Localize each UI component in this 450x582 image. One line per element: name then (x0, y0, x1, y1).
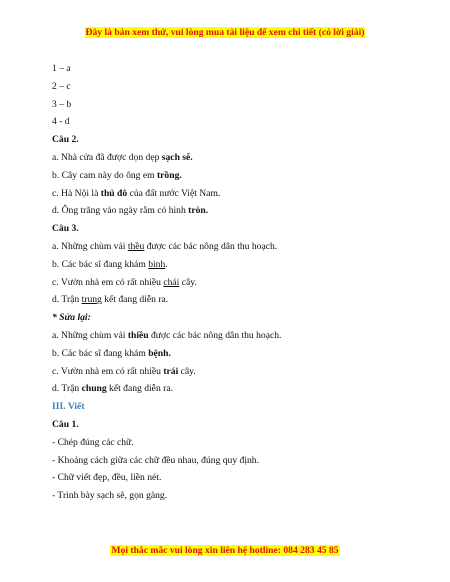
writing-criteria-item: - Chữ viết đẹp, đều, liền nét. (52, 472, 162, 484)
question-3-item-d (52, 293, 410, 311)
item-text: d. Trận (52, 294, 82, 306)
correction-item-c (52, 365, 410, 383)
answer-word: sạch sẽ. (161, 151, 193, 163)
item-text: c. Vườn nhà em có rất nhiều (52, 365, 164, 377)
writing-criteria-item: - Chép đúng các chữ. (52, 436, 134, 448)
question-3-item-c (52, 276, 410, 294)
question-2-item-c (52, 187, 410, 205)
question-3-item-a (52, 240, 410, 258)
writing-criteria-item: - Trình bày sạch sẽ, gọn gàng. (52, 490, 168, 502)
item-text: c. Vườn nhà em có rất nhiều (52, 276, 164, 288)
answer-line: 4 - d (52, 116, 70, 128)
item-text: . (165, 258, 168, 270)
corrected-word: trái (163, 365, 179, 377)
error-word: trung (81, 294, 102, 306)
question-2-item-b (52, 169, 410, 187)
answer-word: thủ đô (100, 187, 128, 199)
correction-heading: * Sửa lại: (52, 312, 91, 324)
preview-notice-text: Đây là bản xem thử, vui lòng mua tài liệu để xem chi tiết (có lời giải) (85, 27, 365, 38)
correction-item-b (52, 347, 410, 365)
corrected-word: thiều (127, 329, 149, 341)
item-text: được các bác nông dân thu hoạch. (148, 329, 282, 341)
item-text: b. Các bác sĩ đang khám (52, 258, 149, 270)
hotline-banner (0, 545, 450, 557)
item-text: được các bác nông dân thu hoạch. (144, 240, 278, 252)
answer-word: trồng. (156, 169, 182, 181)
item-text: b. Các bác sĩ đang khám (52, 347, 149, 359)
item-text: a. Những chùm vải (52, 240, 128, 252)
question-2-item-d (52, 204, 410, 222)
question-2-heading: Câu 2. (52, 134, 79, 146)
error-word: binh (148, 258, 166, 270)
answer-line: 3 – b (52, 98, 72, 110)
corrected-word: bệnh. (148, 347, 171, 359)
item-text: của đất nước Việt Nam. (127, 187, 221, 199)
item-text: cây. (179, 276, 197, 288)
document-body (52, 62, 410, 507)
preview-notice-banner (0, 27, 450, 39)
error-word: chái (163, 276, 180, 288)
question-3-heading: Câu 3. (52, 223, 79, 235)
answer-line: 2 – c (52, 80, 71, 92)
hotline-text: Mọi thắc mắc vui lòng xin liên hệ hotline: 084 283 45 85 (111, 545, 339, 556)
answer-line: 1 – a (52, 63, 71, 74)
section-heading-viet: III. Viết (52, 401, 85, 413)
writing-question-1-heading: Câu 1. (52, 418, 79, 430)
item-text: d. Trận (52, 383, 82, 395)
item-text: kết đang diễn ra. (101, 294, 169, 306)
writing-criteria-item: - Khoảng cách giữa các chữ đều nhau, đúng quy định. (52, 454, 260, 466)
item-text: a. Những chùm vải (52, 329, 128, 341)
question-3-item-b (52, 258, 410, 276)
item-text: a. Nhà cửa đã được dọn dẹp (52, 151, 162, 163)
corrected-word: chung (81, 383, 107, 395)
correction-item-a (52, 329, 410, 347)
item-text: c. Hà Nội là (52, 187, 101, 199)
error-word: thều (127, 240, 145, 252)
item-text: cây. (178, 365, 196, 377)
question-2-item-a (52, 151, 410, 169)
item-text: kết đang diễn ra. (106, 383, 173, 395)
item-text: b. Cây cam này do ông em (52, 169, 157, 181)
item-text: d. Ông trăng vào ngày rằm có hình (52, 205, 189, 217)
answer-word: tròn. (188, 205, 209, 217)
correction-item-d (52, 382, 410, 400)
